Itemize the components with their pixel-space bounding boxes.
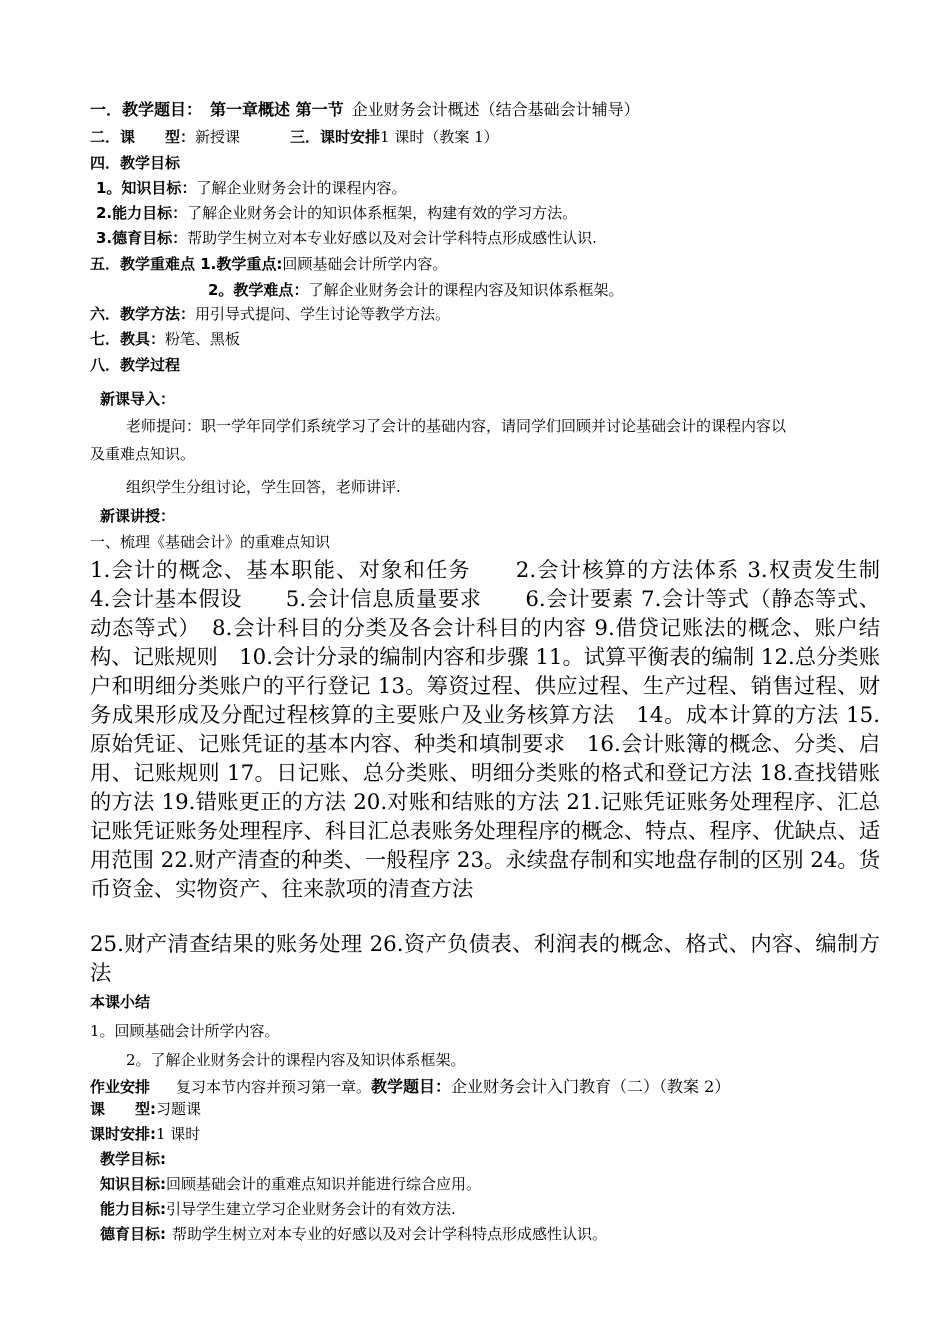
summary-item-2: 2。了解企业财务会计的课程内容及知识体系框架。	[126, 1051, 466, 1069]
lesson2-hours-value: 1 课时	[156, 1125, 201, 1143]
section1-title: 一、梳理《基础会计》的重难点知识	[90, 533, 331, 551]
goal3-text: 帮助学生树立对本专业好感以及对会计学科特点形成感性认识.	[187, 229, 597, 247]
lesson1-goal1	[96, 178, 406, 198]
lesson2-goal1	[100, 1174, 481, 1194]
lesson1-type-line	[90, 127, 499, 147]
lesson2-goal3	[100, 1224, 607, 1244]
lesson2-type-label: 课 型:	[90, 1100, 156, 1118]
lesson2-hours-line	[90, 1124, 200, 1144]
key-label: 五．教学重难点 1.教学重点:	[90, 255, 283, 273]
lesson2-goal2	[100, 1199, 456, 1219]
lesson1-hours-value: 1 课时（教案 1）	[380, 128, 499, 146]
lesson1-key-line	[90, 254, 447, 274]
lesson1-title-label: 一．教学题目：	[90, 100, 203, 119]
lesson1-type-value: 新授课	[195, 128, 241, 146]
lesson1-diff-line	[208, 280, 623, 300]
summary-heading: 本课小结	[90, 993, 151, 1011]
lesson1-tools-line	[90, 329, 240, 349]
tools-label: 七．教具：	[90, 330, 166, 348]
lesson1-goal3	[96, 228, 597, 248]
homework-label: 作业安排	[90, 1078, 151, 1096]
lesson2-goals-heading: 教学目标:	[100, 1150, 166, 1168]
summary-item-1: 1。回顾基础会计所学内容。	[90, 1022, 280, 1040]
lesson1-title-text: 企业财务会计概述（结合基础会计辅导）	[351, 100, 640, 119]
teach-heading: 新课讲授：	[100, 507, 176, 525]
goal2-label: 2.能力目标：	[96, 204, 188, 222]
intro-paragraph-line2: 及重难点知识。	[90, 445, 196, 463]
lesson1-title-chapter: 第一章概述 第一节	[210, 100, 344, 119]
lesson1-process-heading: 八．教学过程	[90, 356, 181, 374]
goal3-label: 3.德育目标：	[96, 229, 188, 247]
lesson1-hours-label: 三．课时安排	[290, 128, 381, 146]
diff-text: 了解企业财务会计的课程内容及知识体系框架。	[308, 281, 624, 299]
homework-line	[90, 1077, 730, 1097]
lesson2-title-text: 企业财务会计入门教育（二）（教案 2）	[451, 1077, 731, 1096]
homework-text: 复习本节内容并预习第一章。	[176, 1078, 372, 1096]
lesson1-title-line	[90, 100, 640, 120]
knowledge-points-block1: 1.会计的概念、基本职能、对象和任务 2.会计核算的方法体系 3.权责发生制 4.会计基本假设 5.会计信息质量要求 6.会计要素 7.会计等式（静态等式、动态等式） 8.会计科目的分类及各会计科目的内容 9.借贷记账法的概念、账户结构、记账规则 10.会计分录的编制内容和步骤 11。试算平衡表的编制 12.总分类账户和明细分类账户的平行登记 13。筹资过程、供应过程、生产过程、销售过程、财务成果形成及分配过程核算的主要账户及业务核算方法 14。成本计算的方法 15.原始凭证、记账凭证的基本内容、种类和填制要求 16.会计账簿的概念、分类、启用、记账规则 17。日记账、总分类账、明细分类账的格式和登记方法 18.查找错账的方法 19.错账更正的方法 20.对账和结账的方法 21.记账凭证账务处理程序、汇总记账凭证账务处理程序、科目汇总表账务处理程序的概念、特点、程序、优缺点、适用范围 22.财产清查的种类、一般程序 23。永续盘存制和实地盘存制的区别 24。货币资金、实物资产、往来款项的清查方法	[90, 558, 923, 902]
method-label: 六．教学方法：	[90, 305, 196, 323]
lesson2-goal1-label: 知识目标:	[100, 1175, 166, 1193]
lesson2-title-label: 教学题目：	[371, 1077, 452, 1096]
method-text: 用引导式提问、学生讨论等教学方法。	[195, 305, 451, 323]
lesson1-goals-heading: 四．教学目标	[90, 154, 181, 172]
goal1-label: 1。知识目标：	[96, 179, 197, 197]
lesson2-goal2-label: 能力目标:	[100, 1200, 166, 1218]
key-text: 回顾基础会计所学内容。	[282, 255, 448, 273]
goal2-text: 了解企业财务会计的知识体系框架，构建有效的学习方法。	[187, 204, 578, 222]
intro-paragraph-line1: 老师提问：职一学年同学们系统学习了会计的基础内容，请同学们回顾并讨论基础会计的课程内容以	[126, 417, 787, 435]
lesson2-goal1-text: 回顾基础会计的重难点知识并能进行综合应用。	[166, 1175, 482, 1193]
intro-paragraph2: 组织学生分组讨论，学生回答，老师讲评.	[126, 478, 401, 496]
lesson2-type-line	[90, 1099, 201, 1119]
lesson1-method-line	[90, 304, 450, 324]
lesson1-type-label: 二．课 型：	[90, 128, 196, 146]
tools-text: 粉笔、黑板	[165, 330, 241, 348]
lesson2-type-value: 习题课	[156, 1100, 202, 1118]
goal1-text: 了解企业财务会计的课程内容。	[196, 179, 407, 197]
lesson2-goal3-text: 帮助学生树立对本专业的好感以及对会计学科特点形成感性认识。	[172, 1225, 608, 1243]
diff-label: 2。教学难点：	[208, 281, 309, 299]
lesson2-goal3-label: 德育目标:	[100, 1225, 166, 1243]
intro-heading: 新课导入：	[100, 390, 176, 408]
knowledge-points-block2: 25.财产清查结果的账务处理 26.资产负债表、利润表的概念、格式、内容、编制方法	[90, 932, 880, 986]
lesson2-hours-label: 课时安排:	[90, 1125, 156, 1143]
lesson1-goal2	[96, 203, 577, 223]
lesson2-goal2-text: 引导学生建立学习企业财务会计的有效方法.	[166, 1200, 456, 1218]
